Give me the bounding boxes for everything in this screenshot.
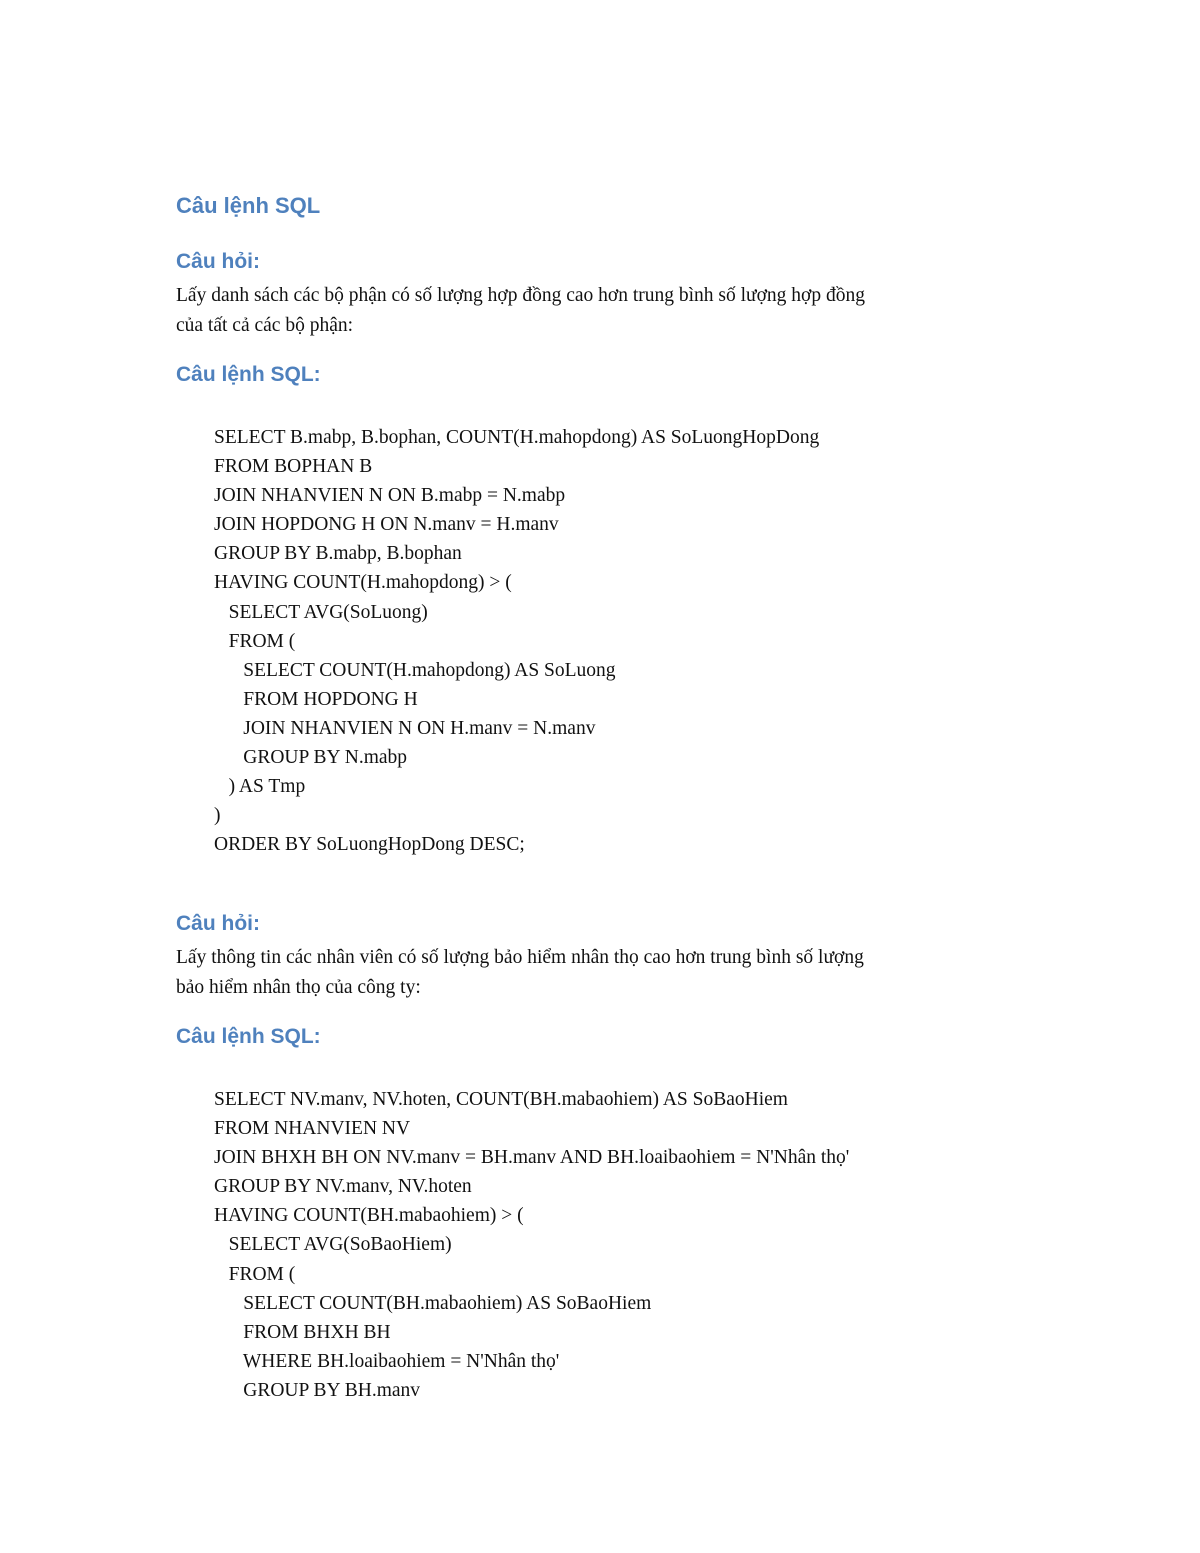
sql-line: JOIN BHXH BH ON NV.manv = BH.manv AND BH.loaibaohiem = N'Nhân thọ' — [214, 1147, 850, 1169]
sql-line: ORDER BY SoLuongHopDong DESC; — [214, 834, 525, 856]
sql-line: FROM BHXH BH — [214, 1321, 391, 1343]
sql-line: JOIN HOPDONG H ON N.manv = H.manv — [214, 514, 559, 536]
sql-line: WHERE BH.loaibaohiem = N'Nhân thọ' — [214, 1350, 560, 1372]
question-text-1 — [176, 281, 865, 341]
sql-line: SELECT COUNT(BH.mabaohiem) AS SoBaoHiem — [214, 1292, 652, 1314]
sql-label-2: Câu lệnh SQL: — [176, 1025, 321, 1048]
question-text-2 — [176, 943, 864, 1003]
sql-line: FROM ( — [214, 630, 296, 652]
sql-line: ) — [214, 805, 221, 827]
sql-label-1: Câu lệnh SQL: — [176, 363, 321, 386]
sql-code-block-2 — [214, 1085, 849, 1405]
question-label-2: Câu hỏi: — [176, 912, 260, 935]
sql-line: GROUP BY BH.manv — [214, 1379, 421, 1401]
page-title: Câu lệnh SQL — [176, 193, 321, 218]
question-line: của tất cả các bộ phận: — [176, 315, 354, 336]
question-line: bảo hiểm nhân thọ của công ty: — [176, 977, 421, 998]
sql-line: HAVING COUNT(H.mahopdong) > ( — [214, 572, 512, 594]
question-label-1: Câu hỏi: — [176, 250, 260, 273]
sql-line: FROM ( — [214, 1263, 296, 1285]
sql-line: GROUP BY B.mabp, B.bophan — [214, 543, 462, 565]
sql-line: JOIN NHANVIEN N ON H.manv = N.manv — [214, 717, 596, 739]
sql-line: SELECT AVG(SoLuong) — [214, 601, 428, 623]
question-line: Lấy thông tin các nhân viên có số lượng bảo hiểm nhân thọ cao hơn trung bình số lượng — [176, 947, 864, 968]
sql-line: ) AS Tmp — [214, 776, 306, 798]
question-line: Lấy danh sách các bộ phận có số lượng hợp đồng cao hơn trung bình số lượng hợp đồng — [176, 285, 865, 306]
sql-line: GROUP BY N.mabp — [214, 747, 408, 769]
sql-line: FROM NHANVIEN NV — [214, 1118, 411, 1140]
sql-line: FROM BOPHAN B — [214, 456, 373, 478]
sql-line: JOIN NHANVIEN N ON B.mabp = N.mabp — [214, 485, 566, 507]
sql-line: HAVING COUNT(BH.mabaohiem) > ( — [214, 1205, 524, 1227]
sql-line: SELECT NV.manv, NV.hoten, COUNT(BH.mabaohiem) AS SoBaoHiem — [214, 1089, 788, 1110]
sql-line: SELECT B.mabp, B.bophan, COUNT(H.mahopdong) AS SoLuongHopDong — [214, 427, 820, 448]
sql-line: FROM HOPDONG H — [214, 688, 418, 710]
sql-line: SELECT COUNT(H.mahopdong) AS SoLuong — [214, 659, 616, 681]
sql-line: SELECT AVG(SoBaoHiem) — [214, 1234, 452, 1256]
sql-line: GROUP BY NV.manv, NV.hoten — [214, 1176, 472, 1198]
sql-code-block-1 — [214, 423, 819, 859]
